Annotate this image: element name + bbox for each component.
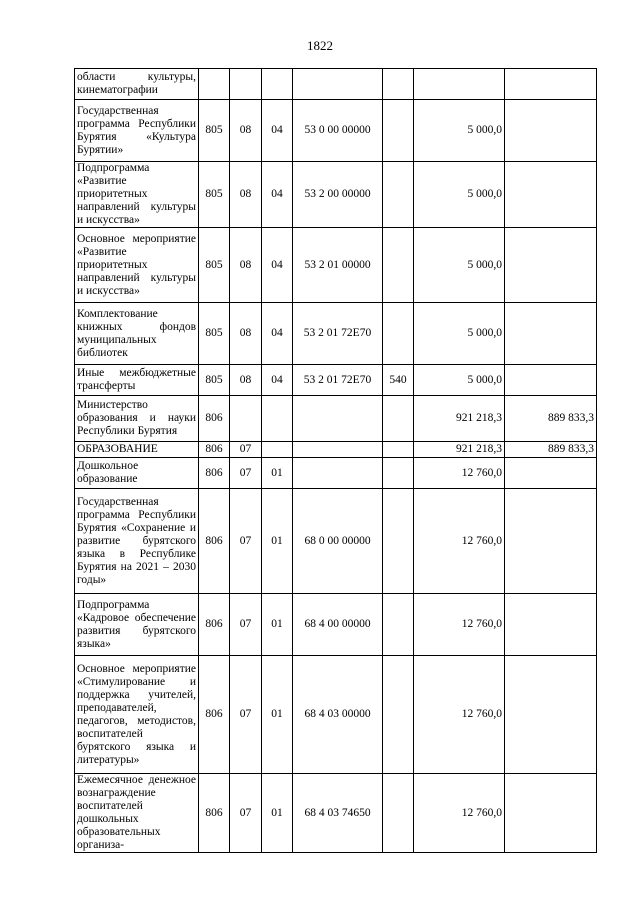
target-article-code: 68 4 03 00000 [293,656,383,774]
department-code: 806 [199,396,230,442]
target-article-code [293,69,383,100]
table-row [75,100,597,162]
row-name: Подпрограмма «Развитие приоритетных направлений культуры и искусства» [75,162,199,228]
section-code: 07 [230,442,262,458]
section-code: 08 [230,100,262,162]
table-row [75,162,597,228]
department-code: 806 [199,458,230,489]
row-name: Основное мероприятие «Развитие приоритетных направлений культуры и искусства» [75,228,199,303]
amount-year-1: 5 000,0 [414,365,505,396]
amount-year-2 [505,656,597,774]
department-code: 805 [199,162,230,228]
amount-year-2 [505,228,597,303]
expense-type-code [383,100,414,162]
section-code: 08 [230,365,262,396]
table-row [75,396,597,442]
subsection-code [262,69,293,100]
amount-year-1: 12 760,0 [414,458,505,489]
expense-type-code [383,594,414,656]
row-name: Комплектование книжных фондов муниципальных библиотек [75,303,199,365]
amount-year-2 [505,594,597,656]
department-code: 805 [199,365,230,396]
expense-type-code [383,69,414,100]
target-article-code: 68 4 03 74650 [293,774,383,853]
amount-year-1: 12 760,0 [414,594,505,656]
section-code: 07 [230,594,262,656]
amount-year-2 [505,489,597,594]
amount-year-1: 5 000,0 [414,162,505,228]
subsection-code: 04 [262,162,293,228]
department-code: 805 [199,100,230,162]
expense-type-code [383,442,414,458]
section-code: 08 [230,303,262,365]
table-row [75,489,597,594]
table-row [75,656,597,774]
section-code: 08 [230,162,262,228]
department-code [199,69,230,100]
row-name: области культуры, кинематографии [75,69,199,100]
target-article-code: 53 0 00 00000 [293,100,383,162]
subsection-code [262,396,293,442]
amount-year-2 [505,458,597,489]
table-row [75,774,597,853]
row-name: Основное мероприятие «Стимулирование и поддержка учителей, преподавателей, педагогов, методистов, воспитателей бурятского языка и литературы» [75,656,199,774]
table-row [75,69,597,100]
subsection-code: 01 [262,489,293,594]
target-article-code [293,396,383,442]
subsection-code [262,442,293,458]
section-code [230,396,262,442]
section-code: 08 [230,228,262,303]
subsection-code: 04 [262,228,293,303]
target-article-code: 53 2 01 00000 [293,228,383,303]
table-row [75,228,597,303]
section-code: 07 [230,774,262,853]
table-row [75,458,597,489]
target-article-code: 53 2 01 72Е70 [293,365,383,396]
subsection-code: 04 [262,303,293,365]
subsection-code: 01 [262,656,293,774]
target-article-code [293,458,383,489]
subsection-code: 01 [262,458,293,489]
amount-year-2: 889 833,3 [505,396,597,442]
row-name: Министерство образования и науки Республики Бурятия [75,396,199,442]
department-code: 806 [199,594,230,656]
expense-type-code [383,656,414,774]
department-code: 805 [199,303,230,365]
table-row [75,365,597,396]
subsection-code: 01 [262,594,293,656]
amount-year-2 [505,303,597,365]
row-name: Иные межбюджетные трансферты [75,365,199,396]
department-code: 806 [199,774,230,853]
amount-year-2 [505,774,597,853]
target-article-code [293,442,383,458]
table-row [75,594,597,656]
amount-year-1: 5 000,0 [414,100,505,162]
expense-type-code [383,458,414,489]
amount-year-2 [505,69,597,100]
amount-year-1: 12 760,0 [414,656,505,774]
target-article-code: 68 0 00 00000 [293,489,383,594]
subsection-code: 01 [262,774,293,853]
row-name: ОБРАЗОВАНИЕ [75,442,199,458]
section-code: 07 [230,489,262,594]
department-code: 806 [199,442,230,458]
subsection-code: 04 [262,100,293,162]
row-name: Дошкольное образование [75,458,199,489]
target-article-code: 68 4 00 00000 [293,594,383,656]
section-code: 07 [230,656,262,774]
expense-type-code: 540 [383,365,414,396]
subsection-code: 04 [262,365,293,396]
table-row [75,303,597,365]
amount-year-2: 889 833,3 [505,442,597,458]
row-name: Государственная программа Республики Бурятия «Сохранение и развитие бурятского языка в Республике Бурятия на 2021 – 2030 годы» [75,489,199,594]
amount-year-2 [505,162,597,228]
amount-year-1: 5 000,0 [414,303,505,365]
target-article-code: 53 2 00 00000 [293,162,383,228]
amount-year-1 [414,69,505,100]
expense-type-code [383,303,414,365]
section-code [230,69,262,100]
expense-type-code [383,489,414,594]
department-code: 806 [199,489,230,594]
section-code: 07 [230,458,262,489]
amount-year-1: 12 760,0 [414,774,505,853]
amount-year-2 [505,365,597,396]
department-code: 806 [199,656,230,774]
amount-year-1: 5 000,0 [414,228,505,303]
row-name: Ежемесячное денежное вознаграждение воспитателей дошкольных образовательных организа- [75,774,199,853]
department-code: 805 [199,228,230,303]
amount-year-1: 12 760,0 [414,489,505,594]
expense-type-code [383,162,414,228]
amount-year-1: 921 218,3 [414,442,505,458]
table-row [75,442,597,458]
expense-type-code [383,396,414,442]
amount-year-1: 921 218,3 [414,396,505,442]
budget-table [74,68,597,853]
row-name: Государственная программа Республики Бурятия «Культура Бурятии» [75,100,199,162]
amount-year-2 [505,100,597,162]
expense-type-code [383,774,414,853]
row-name: Подпрограмма «Кадровое обеспечение развития бурятского языка» [75,594,199,656]
page-number: 1822 [307,38,333,53]
target-article-code: 53 2 01 72Е70 [293,303,383,365]
expense-type-code [383,228,414,303]
